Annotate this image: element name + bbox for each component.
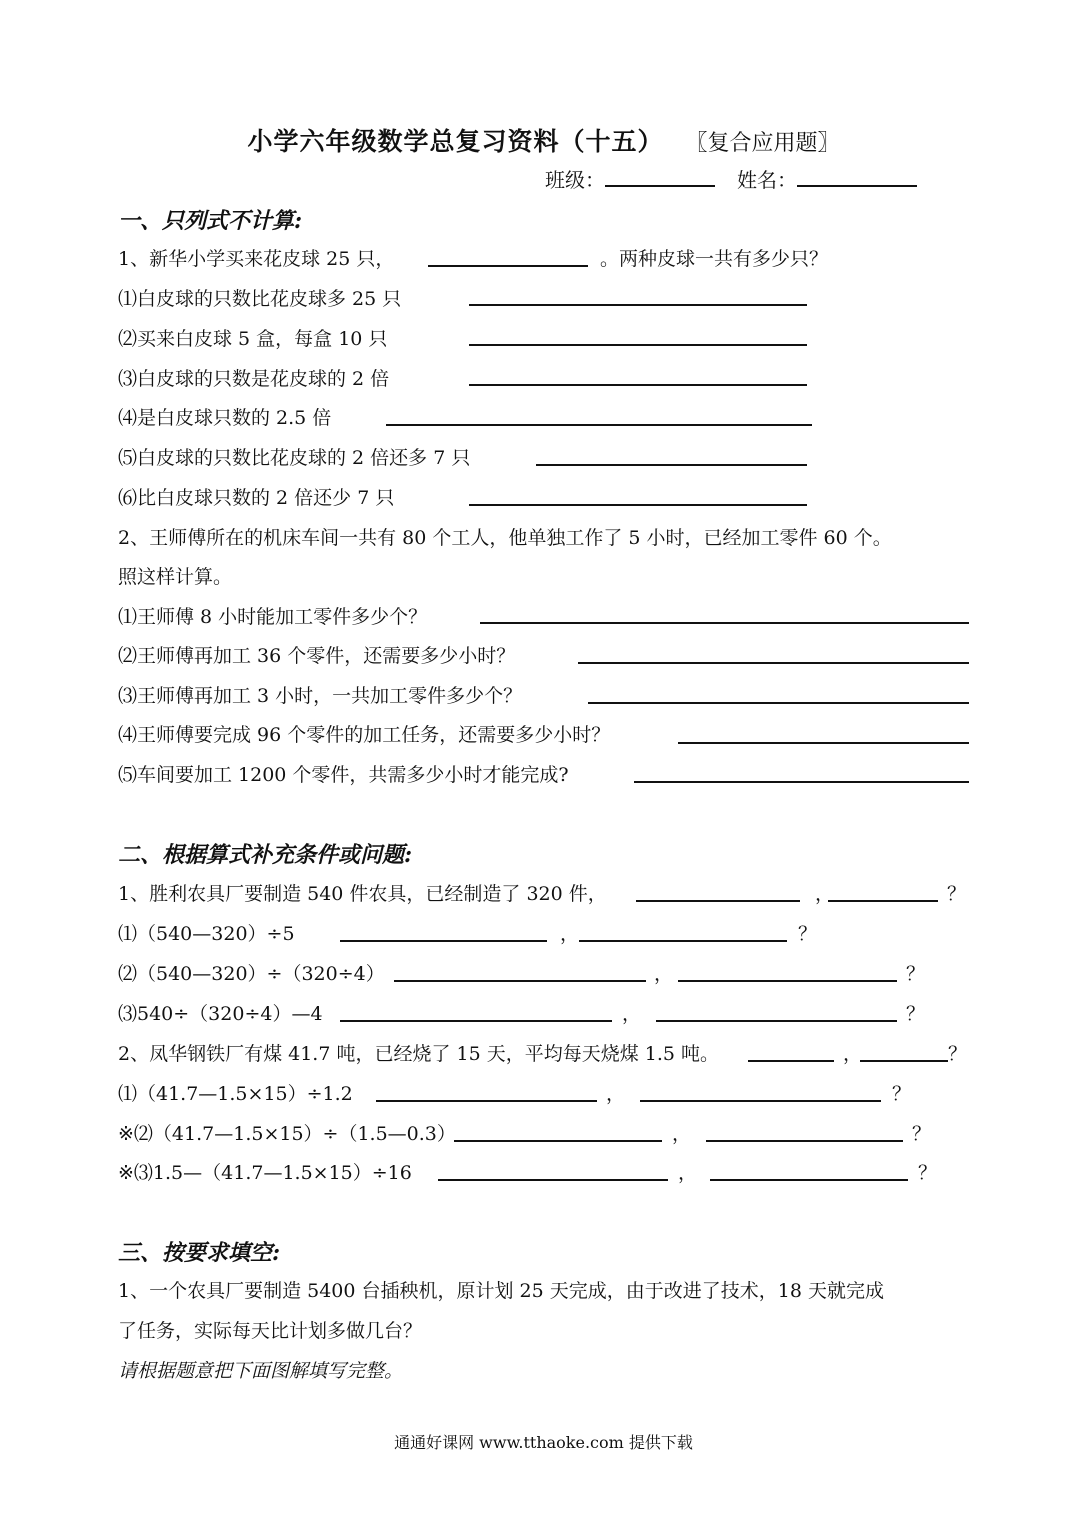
s2-q1-item-2-blank-2[interactable] — [678, 980, 897, 982]
title-row — [0, 122, 1087, 158]
s2-q1-item-2: ⑵（540—320）÷（320÷4） — [118, 963, 385, 985]
s2-q2-item-1-qmark: ？ — [892, 1083, 912, 1105]
s2-q2-item-1-blank-1[interactable] — [376, 1100, 597, 1102]
name-blank[interactable] — [797, 167, 917, 187]
s1-q2-item-2-blank[interactable] — [578, 662, 969, 664]
s2-q1-item-2-qmark: ？ — [906, 963, 926, 985]
s1-q1-item-4-blank[interactable] — [386, 424, 812, 426]
s2-q1-item-3-qmark: ？ — [906, 1003, 926, 1025]
s1-q2-item-4: ⑷王师傅要完成 96 个零件的加工任务，还需要多少小时？ — [118, 724, 611, 746]
section3-heading: 三、按要求填空: — [118, 1240, 281, 1266]
section2-heading: 二、根据算式补充条件或问题: — [118, 842, 413, 868]
s2-q1-item-3-comma: ， — [622, 1003, 642, 1025]
s2-q1-stem-blank-1[interactable] — [636, 900, 800, 902]
s1-q1-item-1: ⑴白皮球的只数比花皮球多 25 只 — [118, 288, 402, 310]
footer-credit: 通通好课网 www.tthaoke.com 提供下载 — [394, 1433, 693, 1452]
s2-q2-item-2-blank-2[interactable] — [706, 1140, 903, 1142]
s1-q1-item-3: ⑶白皮球的只数是花皮球的 2 倍 — [118, 368, 390, 390]
s1-q1-item-2-blank[interactable] — [469, 344, 807, 346]
s1-q1-stem-start: 1、新华小学买来花皮球 25 只， — [118, 248, 395, 270]
s2-q2-stem-qmark: ？ — [948, 1043, 968, 1065]
s2-q2-stem: 2、凤华钢铁厂有煤 41.7 吨，已经烧了 15 天，平均每天烧煤 1.5 吨。 — [118, 1043, 720, 1065]
s2-q1-stem-comma: ， — [815, 883, 835, 905]
page-title: 小学六年级数学总复习资料（十五） — [247, 127, 664, 156]
s2-q2-item-1-blank-2[interactable] — [640, 1100, 881, 1102]
s1-q2-item-5-blank[interactable] — [634, 781, 969, 783]
s1-q2-item-1: ⑴王师傅 8 小时能加工零件多少个？ — [118, 606, 428, 628]
s2-q2-item-1-comma: ， — [606, 1083, 626, 1105]
s1-q1-item-6-blank[interactable] — [469, 504, 807, 506]
s2-q2-item-3: ※⑶1.5—（41.7—1.5×15）÷16 — [118, 1162, 412, 1184]
s1-q2-item-1-blank[interactable] — [480, 622, 969, 624]
s2-q1-item-2-comma: ， — [654, 963, 674, 985]
s2-q2-stem-comma: ， — [843, 1043, 863, 1065]
s2-q1-item-3-blank-2[interactable] — [656, 1020, 897, 1022]
name-label: 姓名： — [737, 168, 797, 192]
s2-q2-item-2: ※⑵（41.7—1.5×15）÷（1.5—0.3） — [118, 1123, 456, 1145]
s1-q1-stem-end: 。两种皮球一共有多少只？ — [600, 248, 829, 270]
s2-q1-item-2-blank-1[interactable] — [394, 980, 646, 982]
s1-q1-item-2: ⑵买来白皮球 5 盒，每盒 10 只 — [118, 328, 388, 350]
s2-q2-item-2-comma: ， — [672, 1123, 692, 1145]
s2-q2-stem-blank-1[interactable] — [748, 1060, 834, 1062]
s1-q1-item-1-blank[interactable] — [469, 304, 807, 306]
s1-q2-stem-line1: 2、王师傅所在的机床车间一共有 80 个工人，他单独工作了 5 小时，已经加工零件 60 个。 — [118, 527, 892, 549]
s2-q1-item-1: ⑴（540—320）÷5 — [118, 923, 295, 945]
s1-q1-item-3-blank[interactable] — [469, 384, 807, 386]
s2-q2-item-3-qmark: ？ — [918, 1162, 938, 1184]
s2-q2-item-3-blank-2[interactable] — [710, 1179, 908, 1181]
s2-q2-item-2-qmark: ？ — [912, 1123, 932, 1145]
s1-q2-item-3: ⑶王师傅再加工 3 小时，一共加工零件多少个？ — [118, 685, 523, 707]
s2-q1-item-1-comma: ， — [560, 923, 580, 945]
s1-q1-item-6: ⑹比白皮球只数的 2 倍还少 7 只 — [118, 487, 395, 509]
s2-q2-stem-blank-2[interactable] — [860, 1060, 948, 1062]
s1-q2-item-3-blank[interactable] — [588, 702, 969, 704]
section1-heading: 一、只列式不计算: — [118, 208, 303, 234]
s3-instruction: 请根据题意把下面图解填写完整。 — [118, 1360, 404, 1382]
s2-q1-item-3: ⑶540÷（320÷4）—4 — [118, 1003, 323, 1025]
s3-q1-line2: 了任务，实际每天比计划多做几台？ — [118, 1320, 423, 1342]
s2-q1-item-1-qmark: ？ — [798, 923, 818, 945]
s2-q1-item-3-blank-1[interactable] — [340, 1020, 612, 1022]
s1-q2-stem-line2: 照这样计算。 — [118, 566, 233, 588]
s2-q2-item-2-blank-1[interactable] — [454, 1140, 662, 1142]
s2-q1-stem-qmark: ？ — [947, 883, 967, 905]
s1-q2-item-2: ⑵王师傅再加工 36 个零件，还需要多少小时？ — [118, 645, 516, 667]
s1-q1-item-4: ⑷是白皮球只数的 2.5 倍 — [118, 407, 332, 429]
class-label: 班级： — [545, 168, 605, 192]
class-blank[interactable] — [605, 167, 715, 187]
s2-q2-item-3-blank-1[interactable] — [438, 1179, 668, 1181]
s2-q1-stem: 1、胜利农具厂要制造 540 件农具，已经制造了 320 件， — [118, 883, 607, 905]
s2-q1-item-1-blank-2[interactable] — [579, 940, 787, 942]
s2-q1-stem-blank-2[interactable] — [828, 900, 938, 902]
s1-q1-item-5-blank[interactable] — [536, 464, 807, 466]
page-subtitle: 〖复合应用题〗 — [685, 131, 840, 156]
s3-q1-line1: 1、一个农具厂要制造 5400 台插秧机，原计划 25 天完成，由于改进了技术，18 天就完成 — [118, 1280, 884, 1302]
s2-q2-item-3-comma: ， — [678, 1162, 698, 1184]
student-info-fields — [545, 164, 917, 193]
s1-q1-stem-blank[interactable] — [428, 265, 588, 267]
s1-q2-item-5: ⑸车间要加工 1200 个零件，共需多少小时才能完成? — [118, 764, 569, 786]
s2-q1-item-1-blank-1[interactable] — [340, 940, 547, 942]
s2-q2-item-1: ⑴（41.7—1.5×15）÷1.2 — [118, 1083, 353, 1105]
s1-q2-item-4-blank[interactable] — [678, 742, 969, 744]
s1-q1-item-5: ⑸白皮球的只数比花皮球的 2 倍还多 7 只 — [118, 447, 471, 469]
